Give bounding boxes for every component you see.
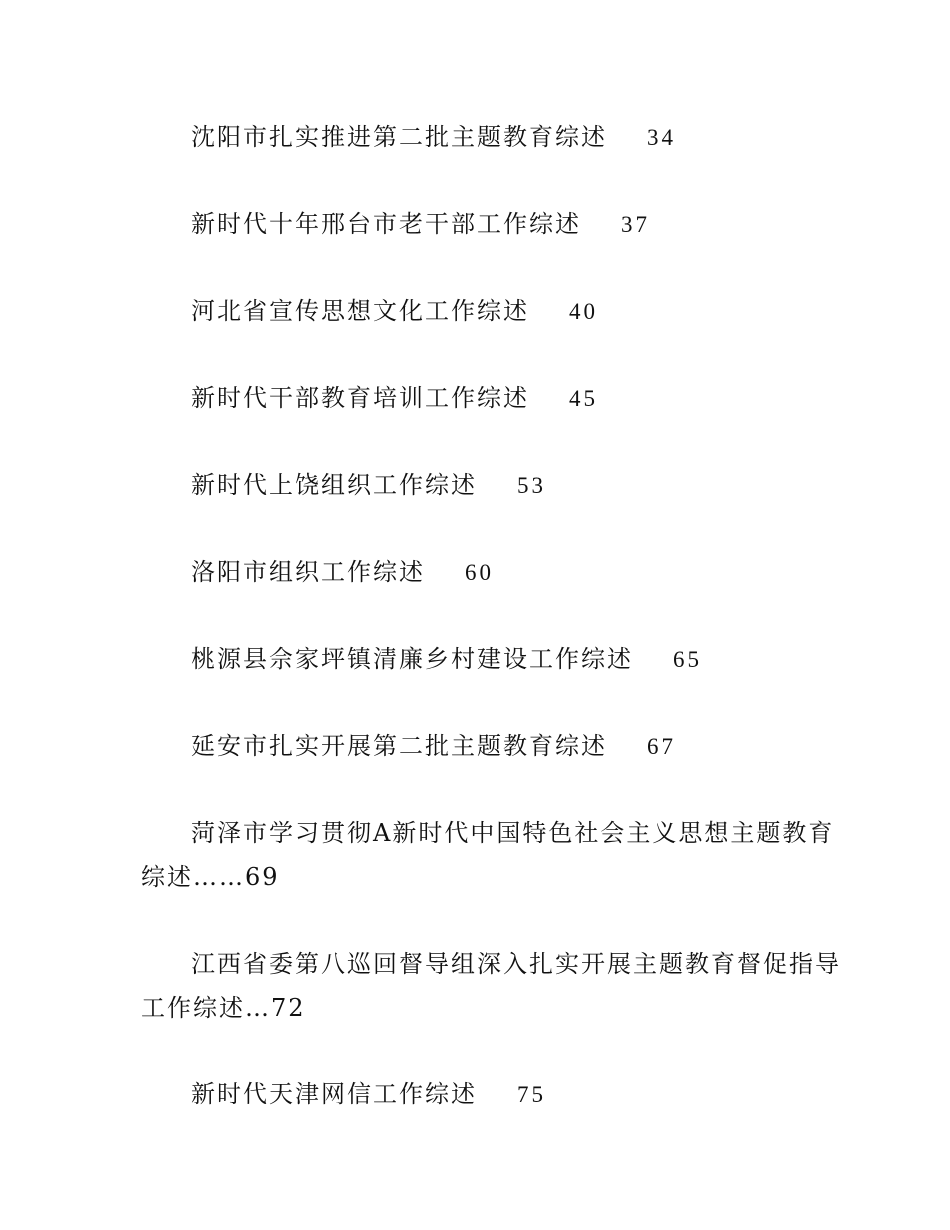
toc-entry-title: 新时代十年邢台市老干部工作综述 — [191, 210, 581, 238]
toc-entry-page: 53 — [517, 473, 546, 498]
toc-entry-page: 37 — [621, 212, 650, 237]
toc-entry[interactable] — [141, 943, 841, 1029]
toc-entry-title: 沈阳市扎实推进第二批主题教育综述 — [191, 123, 607, 151]
toc-entry[interactable] — [141, 812, 835, 898]
toc-entry-page: 34 — [647, 125, 676, 150]
toc-entry-title: 新时代干部教育培训工作综述 — [191, 384, 529, 412]
toc-entry-page: 67 — [647, 734, 676, 759]
toc-entry[interactable] — [141, 551, 821, 594]
toc-entry-page: 75 — [517, 1082, 546, 1107]
toc-entry[interactable] — [141, 116, 821, 159]
toc-entry-page: 45 — [569, 386, 598, 411]
toc-entry-page: 40 — [569, 299, 598, 324]
toc-entry-title: 桃源县佘家坪镇清廉乡村建设工作综述 — [191, 645, 633, 673]
toc-entry-page: 60 — [465, 560, 494, 585]
toc-entry[interactable] — [141, 203, 821, 246]
toc-entry-title: 延安市扎实开展第二批主题教育综述 — [191, 732, 607, 760]
toc-entry-title: 菏泽市学习贯彻A新时代中国特色社会主义思想主题教育 — [191, 819, 835, 847]
toc-entry[interactable] — [141, 464, 821, 507]
toc-entry[interactable] — [141, 290, 821, 333]
toc-entry-title: 洛阳市组织工作综述 — [191, 558, 425, 586]
toc-entry-title: 河北省宣传思想文化工作综述 — [191, 297, 529, 325]
toc-entry-title: 江西省委第八巡回督导组深入扎实开展主题教育督促指导 — [191, 950, 841, 978]
toc-entry[interactable] — [141, 377, 821, 420]
toc-entry-title: 新时代天津网信工作综述 — [191, 1080, 477, 1108]
toc-entry[interactable] — [141, 1073, 821, 1116]
toc-entry-title: 新时代上饶组织工作综述 — [191, 471, 477, 499]
toc-entry-page: 65 — [673, 647, 702, 672]
toc-entry-title-continued: 综述……69 — [141, 863, 280, 891]
toc-entry[interactable] — [141, 725, 821, 768]
toc-entry-title-continued: 工作综述…72 — [141, 994, 306, 1022]
toc-entry[interactable] — [141, 638, 821, 681]
